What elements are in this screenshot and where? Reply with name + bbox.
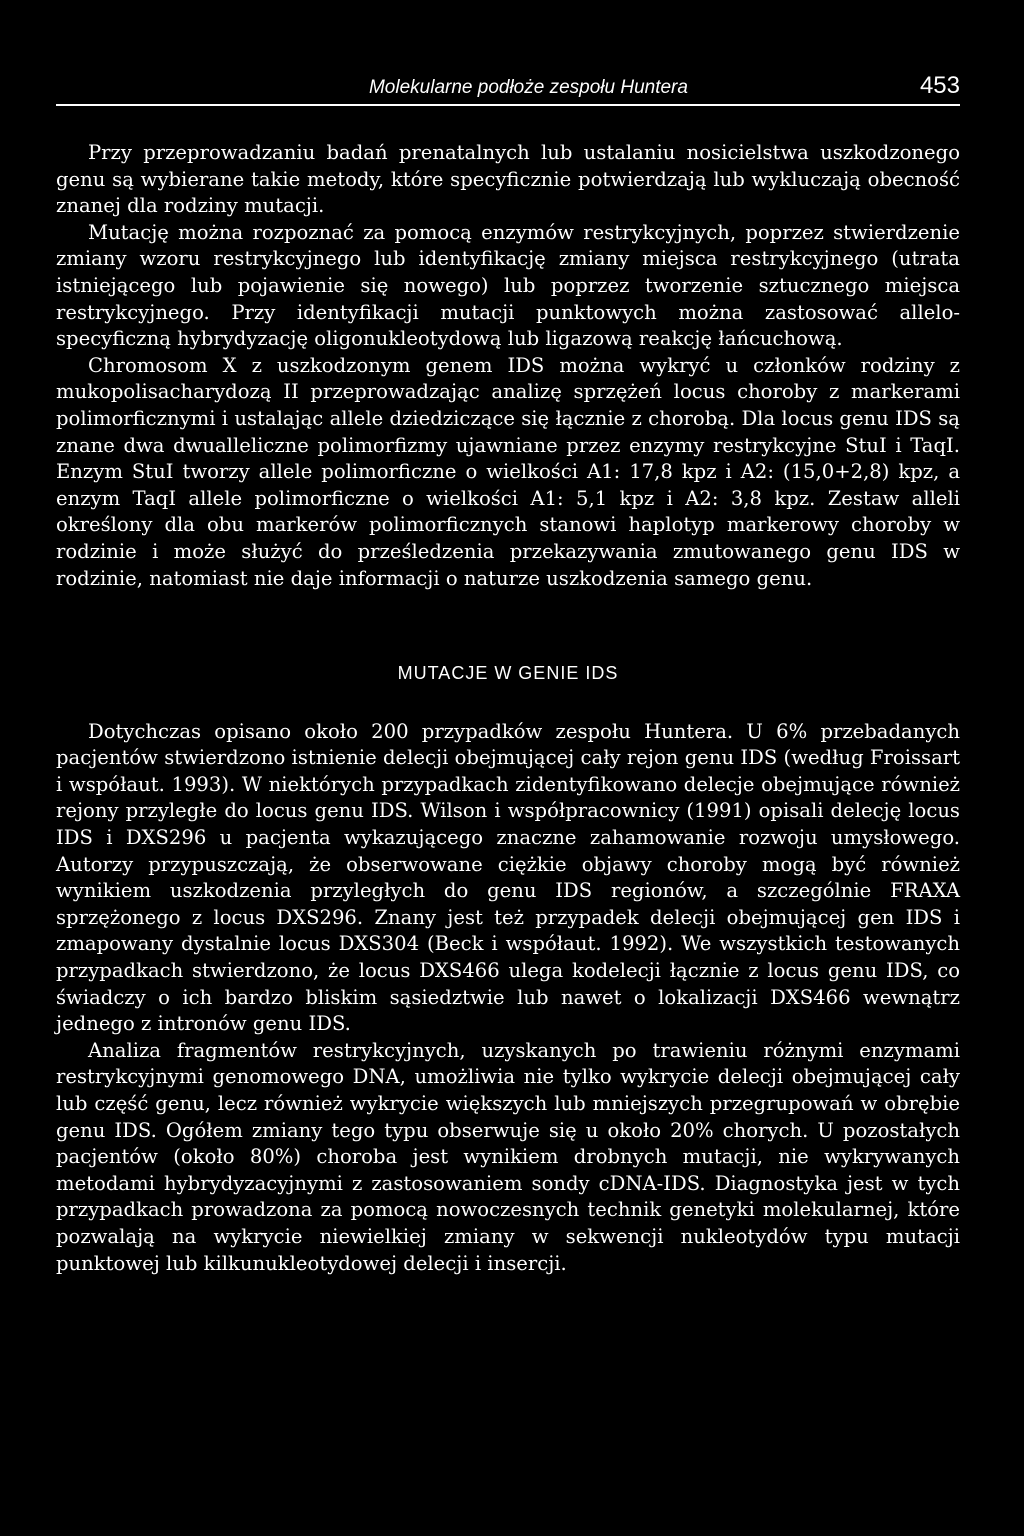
paragraph-restriction-fragments: Analiza fragmentów restrykcyjnych, uzyskanych po trawieniu różnymi enzymami restrykcyjnymi genomowego DNA, umożliwia nie tylko wykrycie delecji obejmującej cały lub część genu, lecz również wykrycie większych lub mniejszych przegrupowań w obrębie genu IDS. Ogółem zmiany tego typu obserwuje się u około 20% chorych. U pozostałych pacjentów (około 80%) choroba jest wynikiem drobnych mutacji, nie wykrywanych metodami hybrydyzacyjnymi z zastosowaniem sondy cDNA-IDS. Diagnostyka jest w tych przypadkach prowadzona za pomocą nowoczesnych technik genetyki molekularnej, które pozwalają na wykrycie niewielkiej zmiany w sekwencji nukleotydów typu mutacji punktowej lub kilkunukleotydowej delecji i insercji. [56, 1038, 960, 1275]
paragraph-restriction-enzymes: Mutację można rozpoznać za pomocą enzymów restrykcyjnych, poprzez stwierdzenie zmiany wzoru restrykcyjnego lub identyfikację zmiany miejsca restrykcyjnego (utrata istniejącego lub pojawienie się nowego) lub poprzez tworzenie sztucznego miejsca restrykcyjnego. Przy identyfikacji mutacji punktowych można zastosować allelo-specyficzną hybrydyzację oligonukleotydową lub ligazową reakcję łańcuchową. [56, 220, 960, 351]
running-header [56, 72, 960, 106]
running-title: Molekularne podłoże zespołu Huntera [368, 77, 688, 98]
document-page [56, 72, 960, 1277]
paragraph-deletions: Dotychczas opisano około 200 przypadków zespołu Huntera. U 6% przebadanych pacjentów stwierdzono istnienie delecji obejmującej cały rejon genu IDS (według Froissart i współaut. 1993). W niektórych przypadkach zidentyfikowano delecje obejmujące również rejony przyległe do locus genu IDS. Wilson i współpracownicy (1991) opisali delecję locus IDS i DXS296 u pacjenta wykazującego znaczne zahamowanie rozwoju umysłowego. Autorzy przypuszczają, że obserwowane ciężkie objawy choroby mogą być również wynikiem uszkodzenia przyległych do genu IDS regionów, a szczególnie FRAXA sprzężonego z locus DXS296. Znany jest też przypadek delecji obejmującej gen IDS i zmapowany dystalnie locus DXS304 (Beck i współaut. 1992). We wszystkich testowanych przypadkach stwierdzono, że locus DXS466 ulega kodelecji łącznie z locus genu IDS, co świadczy o ich bardzo bliskim sąsiedztwie lub nawet o lokalizacji DXS466 wewnątrz jednego z intronów genu IDS. [56, 719, 960, 1036]
paragraph-linkage-analysis: Chromosom X z uszkodzonym genem IDS można wykryć u członków rodziny z mukopolisacharydozą II przeprowadzając analizę sprzężeń locus choroby z markerami polimorficznymi i ustalając allele dziedziczące się łącznie z chorobą. Dla locus genu IDS są znane dwa dwualleliczne polimorfizmy ujawniane przez enzymy restrykcyjne StuI i TaqI. Enzym StuI tworzy allele polimorficzne o wielkości A1: 17,8 kpz i A2: (15,0+2,8) kpz, a enzym TaqI allele polimorficzne o wielkości A1: 5,1 kpz i A2: 3,8 kpz. Zestaw alleli określony dla obu markerów polimorficznych stanowi haplotyp markerowy choroby w rodzinie i może służyć do prześledzenia przekazywania zmutowanego genu IDS w rodzinie, natomiast nie daje informacji o naturze uszkodzenia samego genu. [56, 353, 960, 590]
paragraph-prenatal-diagnosis: Przy przeprowadzaniu badań prenatalnych lub ustalaniu nosicielstwa uszkodzonego genu są wybierane takie metody, które specyficznie potwierdzają lub wykluczają obecność znanej dla rodziny mutacji. [56, 141, 960, 218]
section-heading: MUTACJE W GENIE IDS [397, 663, 619, 684]
body-text [56, 140, 960, 1277]
page-number: 453 [919, 72, 960, 99]
